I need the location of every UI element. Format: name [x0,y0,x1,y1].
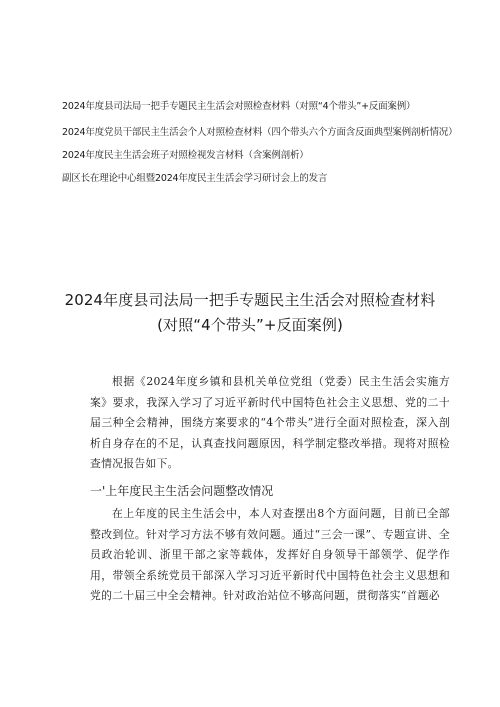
document-list [62,100,462,195]
intro-paragraph: 根据《2024年度乡镇和县机关单位党组（党委）民主生活会实施方案》要求，我深入学习了习近平新时代中国特色社会主义思想、党的二十届三种全会精神，围绕方案要求的“4个带头”进行全面对照检查，深入剖析自身存在的不足，认真查找问题原因，科学制定整改举措。现将对照检查情况报告如下。 [90,375,450,470]
title-line-1: 2024年度县司法局一把手专题民主生活会对照检查材料 [64,291,436,309]
title-line-2: (对照“4个带头”+反面案例) [157,316,343,334]
list-item: 2024年度县司法局一把手专题民主生活会对照检查材料（对照“4个带头”+反面案例） [62,101,416,112]
list-item: 副区长在理论中心组暨2024年度民主生活会学习研讨会上的发言 [62,173,328,184]
body-paragraph: 在上年度的民主生活会中，本人对查摆出8个方面问题，目前已全部整改到位。针对学习方法不够有效问题。通过“三会一课”、专题宣讲、全员政治轮训、浙里干部之家等载体，发挥好自身领导干部领学、促学作用，带领全系统党员干部深入学习习近平新时代中国特色社会主义思想和党的二十届三中全会精神。针对政治站位不够高问题，贯彻落实“首题必 [90,507,450,602]
section-heading: 一'上年度民主生活会问题整改情况 [90,484,274,498]
list-item: 2024年度党员干部民主生活会个人对照检查材料（四个带头六个方面含反面典型案例剖析情况） [62,127,458,138]
document-title [40,288,460,338]
list-item: 2024年度民主生活会班子对照检视发言材料（含案例剖析） [62,150,309,161]
